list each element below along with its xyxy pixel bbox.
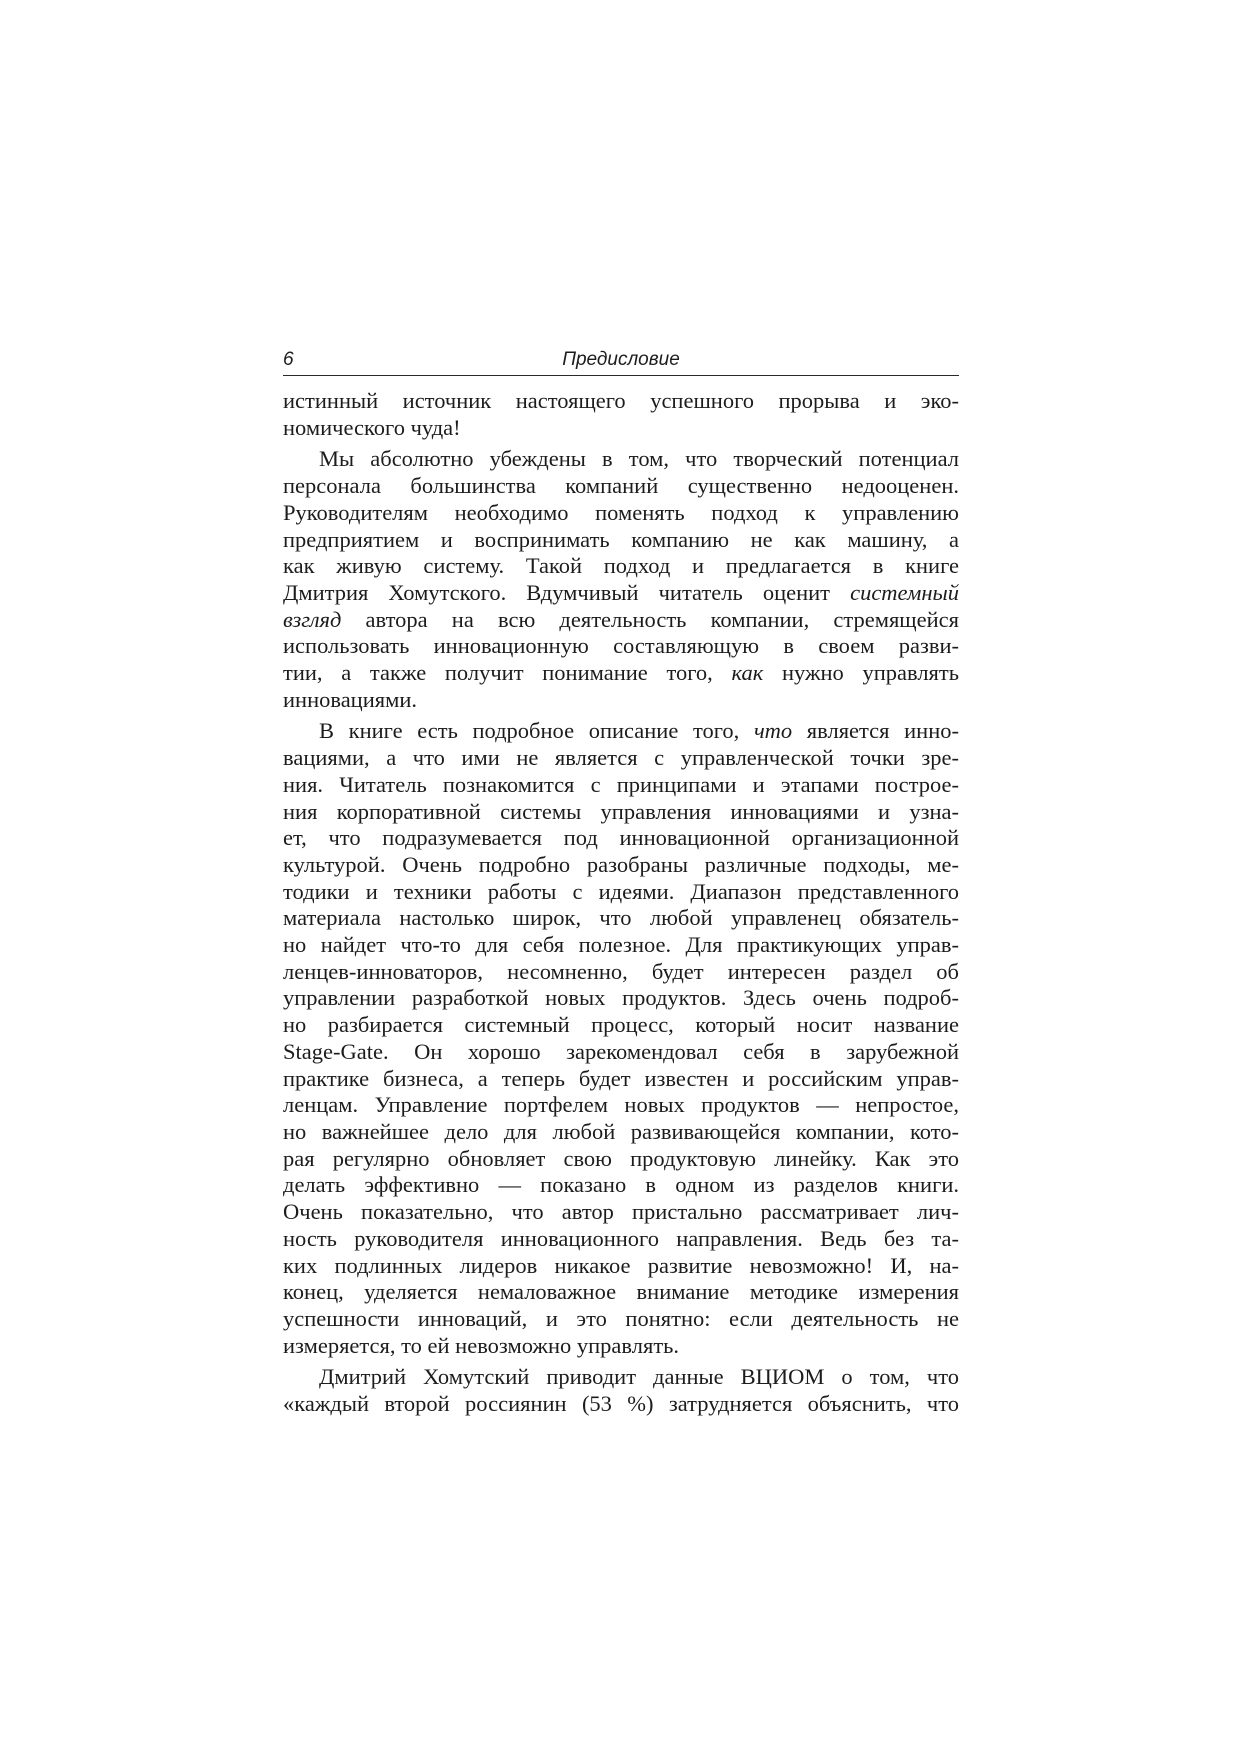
italic-emphasis: что — [753, 718, 793, 744]
text-line: измеряется, то ей невозможно управлять. — [283, 1332, 680, 1358]
text-line: вациями, а что ими не является с управленческой точки зре- — [283, 745, 959, 771]
text-line: рая регулярно обновляет свою продуктовую линейку. Как это — [283, 1145, 959, 1171]
text-line — [283, 607, 959, 634]
paragraph — [283, 388, 959, 441]
italic-emphasis: как — [731, 660, 764, 686]
text-line: делать эффективно — показано в одном из разделов книги. — [283, 1172, 959, 1198]
text-line: использовать инновационную составляющую в своем разви- — [283, 633, 959, 659]
text-line: ния корпоративной системы управления инновациями и узна- — [283, 798, 959, 824]
text-line: но разбирается системный процесс, который носит название — [283, 1012, 959, 1038]
running-header — [283, 345, 959, 376]
text-fragment: нужно управлять — [763, 660, 960, 686]
text-line: но найдет что-то для себя полезное. Для практикующих управ- — [283, 932, 959, 958]
text-line: Очень показательно, что автор пристально рассматривает лич- — [283, 1199, 959, 1225]
text-line: предприятием и воспринимать компанию не как машину, а — [283, 526, 959, 552]
text-fragment: В книге есть подробное описание того, — [319, 718, 754, 744]
text-line — [283, 660, 959, 687]
page-number: 6 — [283, 349, 294, 370]
text-line: конец, уделяется немаловажное внимание методике измерения — [283, 1279, 959, 1305]
text-line: истинный источник настоящего успешного прорыва и эко- — [283, 388, 959, 413]
text-line: но важнейшее дело для любой развивающейся компании, кото- — [283, 1118, 959, 1144]
text-line: Мы абсолютно убеждены в том, что творческий потенциал — [319, 446, 959, 472]
text-line: материала настолько широк, что любой управленец обязатель- — [283, 905, 959, 931]
text-line — [283, 580, 959, 607]
text-fragment: тии, а также получит понимание того, — [283, 660, 732, 686]
text-fragment: Дмитрия Хомутского. Вдумчивый читатель оценит — [283, 579, 851, 605]
book-page — [283, 345, 959, 1423]
text-line: ленцев-инноваторов, несомненно, будет интересен раздел об — [283, 958, 959, 984]
body-text — [283, 388, 959, 1418]
paragraph — [283, 718, 959, 1359]
text-line: «каждый второй россиянин (53 %) затрудняется объяснить, что — [283, 1391, 959, 1417]
text-line: как живую систему. Такой подход и предлагается в книге — [283, 553, 959, 579]
text-line: инновациями. — [283, 686, 418, 712]
paragraph — [283, 446, 959, 713]
text-line: Дмитрий Хомутский приводит данные ВЦИОМ о том, что — [319, 1364, 959, 1390]
text-line: тодики и техники работы с идеями. Диапазон представленного — [283, 878, 959, 904]
italic-emphasis: взгляд — [283, 606, 342, 632]
text-line: ких подлинных лидеров никакое развитие невозможно! И, на- — [283, 1252, 959, 1278]
text-line: Stage-Gate. Он хорошо зарекомендовал себя в зарубежной — [283, 1038, 959, 1064]
text-line: ность руководителя инновационного направления. Ведь без та- — [283, 1225, 959, 1251]
paragraph — [283, 1364, 959, 1417]
text-line: ния. Читатель познакомится с принципами и этапами построе- — [283, 771, 959, 797]
text-line: персонала большинства компаний существенно недооценен. — [283, 473, 959, 499]
text-line — [283, 718, 959, 745]
text-line: успешности инноваций, и это понятно: если деятельность не — [283, 1305, 959, 1331]
text-line: Руководителям необходимо поменять подход к управлению — [283, 499, 959, 525]
text-fragment: автора на всю деятельность компании, стремящейся — [341, 606, 959, 632]
text-line: управлении разработкой новых продуктов. Здесь очень подроб- — [283, 985, 959, 1011]
text-fragment: является инно- — [792, 718, 959, 744]
text-line: практике бизнеса, а теперь будет известен и российским управ- — [283, 1065, 959, 1091]
italic-emphasis: системный — [850, 579, 959, 605]
text-line: культурой. Очень подробно разобраны различные подходы, ме- — [283, 851, 959, 877]
text-line: номического чуда! — [283, 414, 461, 440]
text-line: ленцам. Управление портфелем новых продуктов — непростое, — [283, 1092, 959, 1118]
text-line: ет, что подразумевается под инновационной организационной — [283, 825, 959, 851]
running-title: Предисловие — [562, 349, 680, 370]
